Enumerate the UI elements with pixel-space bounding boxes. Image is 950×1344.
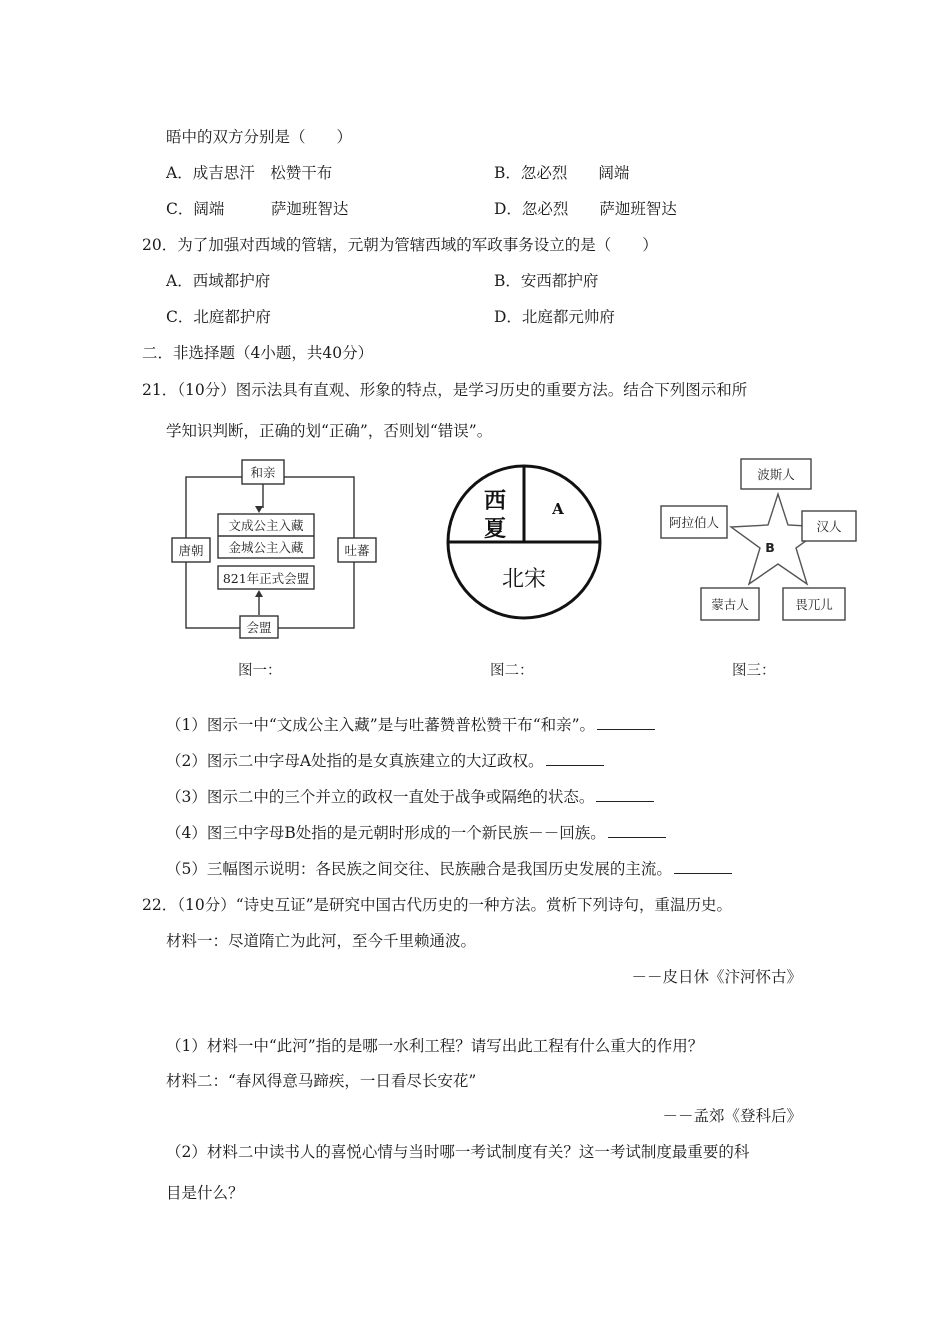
q21-item-5-answer-blank[interactable] xyxy=(674,859,732,874)
fig2-caption: 图二： xyxy=(490,663,534,679)
q20-option-c[interactable]: C．北庭都护府 xyxy=(166,308,271,326)
figure-1 xyxy=(160,456,385,686)
q21-item-2-text: （2）图示二中字母A处指的是女真族建立的大辽政权。 xyxy=(166,752,544,770)
section-heading: 二．非选择题（4小题，共40分） xyxy=(142,344,374,362)
q21-stem-line2: 学知识判断，正确的划“正确”，否则划“错误”。 xyxy=(166,422,493,440)
q21-item-1-answer-blank[interactable] xyxy=(597,715,655,730)
fig1-alliance-label: 821年正式会盟 xyxy=(222,571,310,586)
fig2-beisong-label: 北宋 xyxy=(501,567,547,592)
q20-option-d[interactable]: D．北庭都元帅府 xyxy=(494,308,615,326)
fig1-huimeng-label: 会盟 xyxy=(246,620,272,635)
fig1-heqin-label: 和亲 xyxy=(250,465,276,480)
fig2-xixia-char2: 夏 xyxy=(483,516,507,542)
fig1-tubo-label: 吐蕃 xyxy=(344,543,370,558)
q19-option-a[interactable]: A．成吉思汗 松赞干布 xyxy=(166,164,333,182)
q21-stem-line1: 21．（10分）图示法具有直观、形象的特点，是学习历史的重要方法。结合下列图示和所 xyxy=(142,381,748,399)
q22-stem: 22．（10分）“诗史互证”是研究中国古代历史的一种方法。赏析下列诗句，重温历史。 xyxy=(142,896,733,914)
q22-subquestion-2-line1: （2）材料二中读书人的喜悦心情与当时哪一考试制度有关？这一考试制度最重要的科 xyxy=(166,1143,750,1161)
fig3-uyghur-label: 畏兀儿 xyxy=(795,597,833,612)
q22-source-1: －－皮日休《汴河怀古》 xyxy=(631,968,802,986)
q20-option-b[interactable]: B．安西都护府 xyxy=(494,272,599,290)
q21-item-3-answer-blank[interactable] xyxy=(596,787,654,802)
q20-option-a[interactable]: A．西域都护府 xyxy=(166,272,271,290)
q21-item-4 xyxy=(166,823,666,843)
q22-material-2: 材料二：“春风得意马蹄疾，一日看尽长安花” xyxy=(166,1072,477,1090)
fig3-arab-label: 阿拉伯人 xyxy=(668,515,720,530)
fig1-tang-label: 唐朝 xyxy=(178,543,204,558)
figure-2 xyxy=(440,456,615,686)
q19-option-d[interactable]: D．忽必烈 萨迦班智达 xyxy=(494,200,677,218)
fig3-caption: 图三： xyxy=(732,663,776,679)
fig3-b-label: B xyxy=(765,540,775,555)
q22-subquestion-1: （1）材料一中“此河”指的是哪一水利工程？请写出此工程有什么重大的作用？ xyxy=(166,1037,704,1055)
q22-source-2: －－孟郊《登科后》 xyxy=(662,1107,802,1125)
fig3-han-label: 汉人 xyxy=(816,519,842,534)
fig2-xixia-char1: 西 xyxy=(483,488,507,514)
q21-item-1-text: （1）图示一中“文成公主入藏”是与吐蕃赞普松赞干布“和亲”。 xyxy=(166,716,596,734)
q21-item-5-text: （5）三幅图示说明：各民族之间交往、民族融合是我国历史发展的主流。 xyxy=(166,860,672,878)
q19-option-b[interactable]: B．忽必烈 阔端 xyxy=(494,164,630,182)
q21-item-4-answer-blank[interactable] xyxy=(608,823,666,838)
q19-stem-tail: 晤中的双方分别是（ ） xyxy=(166,128,353,146)
figure-3 xyxy=(655,456,870,686)
q22-material-1: 材料一：尽道隋亡为此河，至今千里赖通波。 xyxy=(166,932,477,950)
q21-item-1 xyxy=(166,715,655,735)
fig1-wencheng-label: 文成公主入藏 xyxy=(228,518,304,533)
fig2-a-label: A xyxy=(552,500,564,518)
q22-subquestion-2-line2: 目是什么？ xyxy=(166,1184,244,1202)
fig1-jincheng-label: 金城公主入藏 xyxy=(228,540,304,555)
q21-item-3-text: （3）图示二中的三个并立的政权一直处于战争或隔绝的状态。 xyxy=(166,788,595,806)
q21-item-4-text: （4）图三中字母B处指的是元朝时形成的一个新民族－－回族。 xyxy=(166,824,606,842)
fig3-persian-label: 波斯人 xyxy=(757,467,795,482)
q21-item-5 xyxy=(166,859,732,879)
q21-item-2 xyxy=(166,751,604,771)
q21-item-3 xyxy=(166,787,654,807)
fig1-caption: 图一： xyxy=(238,663,282,679)
q20-stem: 20．为了加强对西域的管辖，元朝为管辖西域的军政事务设立的是（ ） xyxy=(142,236,658,254)
q19-option-c[interactable]: C．阔端 萨迦班智达 xyxy=(166,200,349,218)
q21-item-2-answer-blank[interactable] xyxy=(546,751,604,766)
fig3-mongol-label: 蒙古人 xyxy=(711,597,749,612)
